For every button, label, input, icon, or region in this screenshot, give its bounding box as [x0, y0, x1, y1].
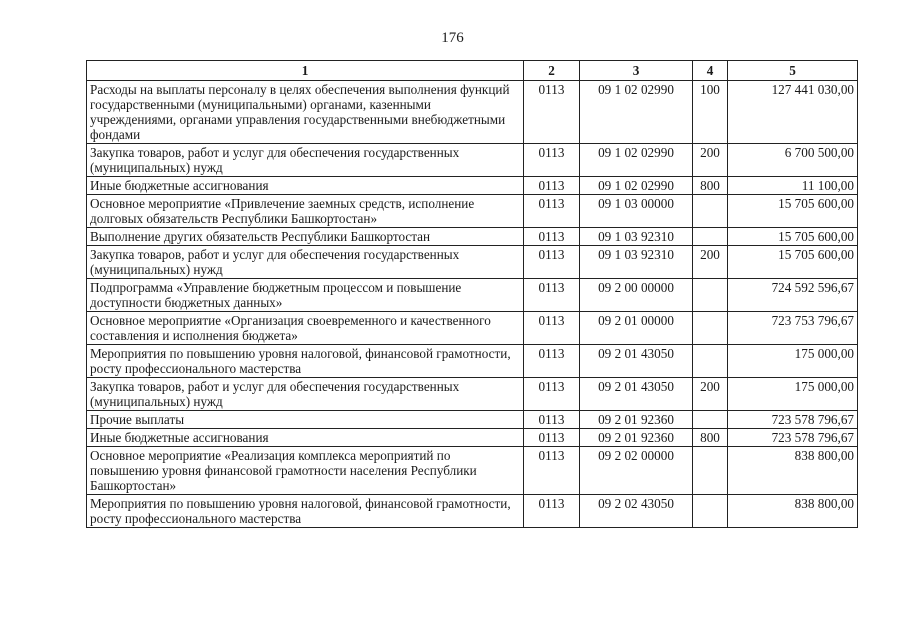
section-code-cell: 0113	[524, 144, 580, 177]
section-code-cell: 0113	[524, 345, 580, 378]
amount-cell: 15 705 600,00	[728, 195, 858, 228]
amount-cell: 723 578 796,67	[728, 429, 858, 447]
amount-cell: 724 592 596,67	[728, 279, 858, 312]
table-row	[87, 312, 858, 345]
expense-type-code-cell	[693, 345, 728, 378]
amount-cell: 127 441 030,00	[728, 81, 858, 144]
target-code-cell: 09 2 01 00000	[580, 312, 693, 345]
expense-name-cell: Мероприятия по повышению уровня налоговой, финансовой грамотности, росту профессионального мастерства	[87, 345, 524, 378]
expense-type-code-cell: 800	[693, 429, 728, 447]
budget-table	[86, 60, 858, 528]
expense-name-cell: Иные бюджетные ассигнования	[87, 177, 524, 195]
target-code-cell: 09 1 03 92310	[580, 246, 693, 279]
amount-cell: 6 700 500,00	[728, 144, 858, 177]
expense-type-code-cell	[693, 228, 728, 246]
expense-type-code-cell	[693, 411, 728, 429]
expense-type-code-cell	[693, 195, 728, 228]
expense-type-code-cell: 200	[693, 378, 728, 411]
expense-type-code-cell	[693, 312, 728, 345]
target-code-cell: 09 1 03 00000	[580, 195, 693, 228]
table-row	[87, 246, 858, 279]
table-row	[87, 411, 858, 429]
table-row	[87, 495, 858, 528]
expense-name-cell: Закупка товаров, работ и услуг для обеспечения государственных (муниципальных) нужд	[87, 144, 524, 177]
section-code-cell: 0113	[524, 429, 580, 447]
amount-cell: 15 705 600,00	[728, 246, 858, 279]
section-code-cell: 0113	[524, 495, 580, 528]
amount-cell: 15 705 600,00	[728, 228, 858, 246]
section-code-cell: 0113	[524, 177, 580, 195]
target-code-cell: 09 2 01 43050	[580, 345, 693, 378]
section-code-cell: 0113	[524, 279, 580, 312]
target-code-cell: 09 1 02 02990	[580, 177, 693, 195]
amount-cell: 11 100,00	[728, 177, 858, 195]
page-number: 176	[441, 30, 464, 46]
expense-name-cell: Выполнение других обязательств Республики Башкортостан	[87, 228, 524, 246]
section-code-cell: 0113	[524, 246, 580, 279]
amount-cell: 838 800,00	[728, 447, 858, 495]
table-row	[87, 81, 858, 144]
expense-type-code-cell	[693, 495, 728, 528]
amount-cell: 838 800,00	[728, 495, 858, 528]
expense-name-cell: Расходы на выплаты персоналу в целях обеспечения выполнения функций государственными (муниципальными) органами, казенными учреждениями, органами управления государственными внебюджетными фондами	[87, 81, 524, 144]
amount-cell: 175 000,00	[728, 378, 858, 411]
table-row	[87, 195, 858, 228]
section-code-cell: 0113	[524, 447, 580, 495]
section-code-cell: 0113	[524, 411, 580, 429]
amount-cell: 723 578 796,67	[728, 411, 858, 429]
target-code-cell: 09 2 01 43050	[580, 378, 693, 411]
expense-name-cell: Подпрограмма «Управление бюджетным процессом и повышение доступности бюджетных данных»	[87, 279, 524, 312]
section-code-cell: 0113	[524, 312, 580, 345]
column-header: 3	[580, 61, 693, 81]
target-code-cell: 09 2 01 92360	[580, 429, 693, 447]
section-code-cell: 0113	[524, 81, 580, 144]
column-header: 4	[693, 61, 728, 81]
expense-type-code-cell: 800	[693, 177, 728, 195]
header-row	[87, 61, 858, 81]
target-code-cell: 09 2 01 92360	[580, 411, 693, 429]
expense-name-cell: Закупка товаров, работ и услуг для обеспечения государственных (муниципальных) нужд	[87, 378, 524, 411]
expense-type-code-cell	[693, 279, 728, 312]
table-row	[87, 177, 858, 195]
expense-type-code-cell: 200	[693, 144, 728, 177]
column-header: 5	[728, 61, 858, 81]
table-row	[87, 378, 858, 411]
table-row	[87, 144, 858, 177]
table-row	[87, 279, 858, 312]
section-code-cell: 0113	[524, 195, 580, 228]
amount-cell: 175 000,00	[728, 345, 858, 378]
expense-type-code-cell	[693, 447, 728, 495]
expense-type-code-cell: 200	[693, 246, 728, 279]
expense-name-cell: Основное мероприятие «Привлечение заемных средств, исполнение долговых обязательств Республики Башкортостан»	[87, 195, 524, 228]
target-code-cell: 09 2 00 00000	[580, 279, 693, 312]
column-header: 2	[524, 61, 580, 81]
target-code-cell: 09 1 02 02990	[580, 81, 693, 144]
expense-name-cell: Основное мероприятие «Организация своевременного и качественного составления и исполнения бюджета»	[87, 312, 524, 345]
target-code-cell: 09 1 02 02990	[580, 144, 693, 177]
expense-name-cell: Мероприятия по повышению уровня налоговой, финансовой грамотности, росту профессионального мастерства	[87, 495, 524, 528]
target-code-cell: 09 2 02 00000	[580, 447, 693, 495]
expense-name-cell: Прочие выплаты	[87, 411, 524, 429]
expense-name-cell: Закупка товаров, работ и услуг для обеспечения государственных (муниципальных) нужд	[87, 246, 524, 279]
table-row	[87, 345, 858, 378]
expense-name-cell: Основное мероприятие «Реализация комплекса мероприятий по повышению уровня финансовой грамотности населения Республики Башкортостан»	[87, 447, 524, 495]
target-code-cell: 09 2 02 43050	[580, 495, 693, 528]
expense-type-code-cell: 100	[693, 81, 728, 144]
section-code-cell: 0113	[524, 378, 580, 411]
column-header: 1	[87, 61, 524, 81]
target-code-cell: 09 1 03 92310	[580, 228, 693, 246]
table-row	[87, 447, 858, 495]
expense-name-cell: Иные бюджетные ассигнования	[87, 429, 524, 447]
section-code-cell: 0113	[524, 228, 580, 246]
table-row	[87, 228, 858, 246]
amount-cell: 723 753 796,67	[728, 312, 858, 345]
table-row	[87, 429, 858, 447]
